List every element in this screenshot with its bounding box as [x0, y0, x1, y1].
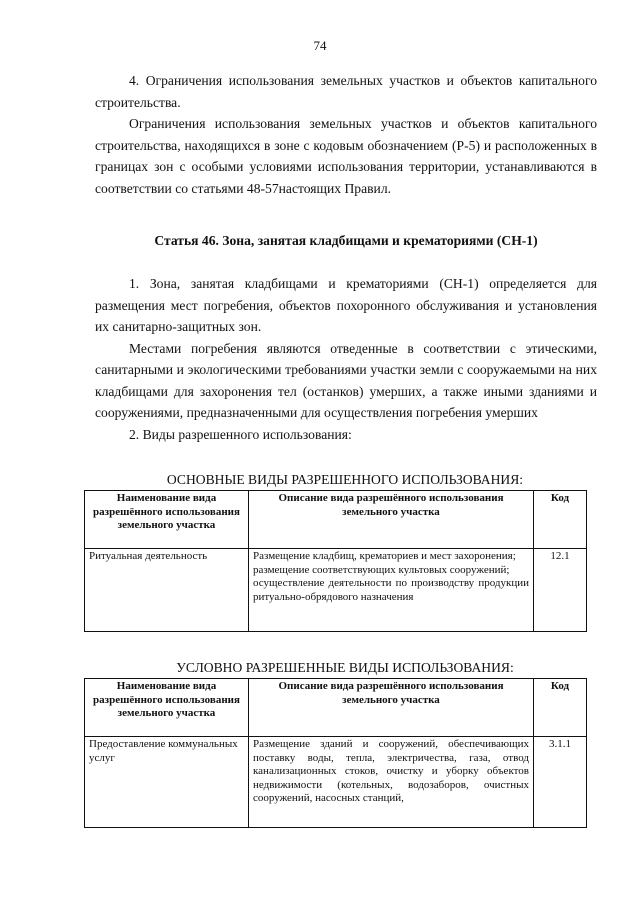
cell-use-code: 3.1.1 [534, 737, 587, 828]
cell-use-code: 12.1 [534, 549, 587, 632]
col-header-name: Наименование вида разрешённого использования земельного участка [85, 679, 249, 737]
col-header-code: Код [534, 679, 587, 737]
description-line: Размещение кладбищ, крематориев и мест захоронения; [253, 550, 516, 562]
article-46-paragraph-3: 2. Виды разрешенного использования: [129, 426, 352, 442]
section-4 [95, 70, 597, 199]
description-line: размещение соответствующих культовых сооружений; [253, 563, 510, 576]
cell-use-name: Предоставление коммунальных услуг [85, 737, 249, 828]
table-header-row [85, 679, 587, 737]
article-46-heading: Статья 46. Зона, занятая кладбищами и крематориями (СН-1) [154, 233, 538, 248]
section-4-title: 4. Ограничения использования земельных участков и объектов капитального строительства. [95, 73, 597, 110]
table-row [85, 737, 587, 828]
col-header-description: Описание вида разрешённого использования земельного участка [249, 491, 534, 549]
main-uses-caption: ОСНОВНЫЕ ВИДЫ РАЗРЕШЕННОГО ИСПОЛЬЗОВАНИЯ: [166, 472, 524, 487]
main-uses-table [84, 490, 587, 632]
description-line: осуществление деятельности по производству продукции ритуально-обрядового назначения [253, 577, 529, 603]
table-row [85, 549, 587, 632]
page-number: 74 [313, 38, 327, 53]
conditional-uses-table [84, 678, 587, 828]
col-header-code: Код [534, 491, 587, 549]
col-header-description: Описание вида разрешённого использования земельного участка [249, 679, 534, 737]
section-4-body: Ограничения использования земельных участков и объектов капитального строительства, находящихся в зоне с кодовым обозначением (Р-5) и расположенных в границах зон с особыми условиями использования территории, устанавливаются в соответствии со статьями 48-57настоящих Правил. [95, 116, 597, 196]
article-46-body [95, 273, 597, 445]
conditional-uses-caption: УСЛОВНО РАЗРЕШЕННЫЕ ВИДЫ ИСПОЛЬЗОВАНИЯ: [176, 660, 514, 675]
col-header-name: Наименование вида разрешённого использования земельного участка [85, 491, 249, 549]
cell-use-description: Размещение зданий и сооружений, обеспечивающих поставку воды, тепла, электричества, газа, отвод канализационных стоков, очистку и уборку объектов недвижимости (котельных, водозаборов, очистных сооружений, насосных станций, [249, 737, 534, 828]
article-46-paragraph-1: 1. Зона, занятая кладбищами и крематориями (СН-1) определяется для размещения мест погребения, объектов похоронного обслуживания и установления их санитарно-защитных зон. [95, 276, 597, 334]
cell-use-name: Ритуальная деятельность [85, 549, 249, 632]
table-header-row [85, 491, 587, 549]
article-46-paragraph-2: Местами погребения являются отведенные в соответствии с этическими, санитарными и экологическими требованиями участки земли с сооружаемыми на них кладбищами для захоронения тел (останков) умерших, а также иными зданиями и сооружениями, предназначенными для осуществления погребения умерших [95, 340, 597, 420]
cell-use-description [249, 549, 534, 632]
